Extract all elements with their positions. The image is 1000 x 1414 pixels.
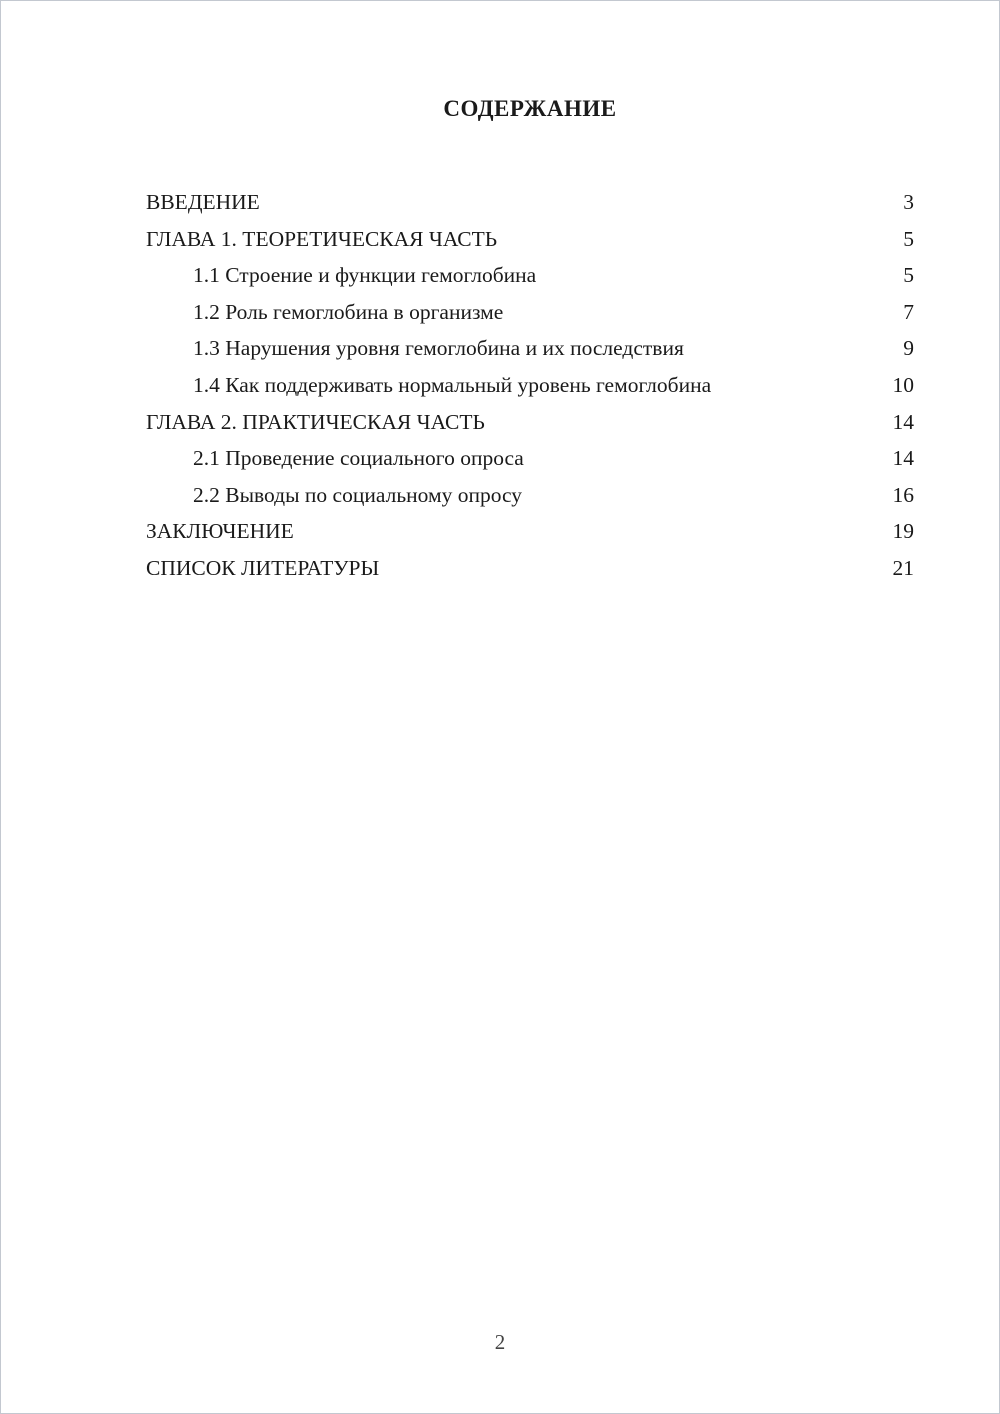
toc-entry-page: 3 [903,190,914,214]
toc-entry-label: ЗАКЛЮЧЕНИЕ [146,519,294,544]
toc-entry-page: 10 [892,372,914,397]
toc-entry-page: 14 [892,409,914,434]
toc-entry-label: ГЛАВА 2. ПРАКТИЧЕСКАЯ ЧАСТЬ [146,409,485,434]
toc-entry-page: 9 [903,336,914,361]
toc-row [146,440,914,477]
toc-row [146,477,914,514]
toc-row [146,257,914,294]
toc-row [146,404,914,441]
toc-entry-label: 1.3 Нарушения уровня гемоглобина и их последствия [193,336,684,361]
toc-row [146,330,914,367]
toc-row [146,367,914,404]
toc-row [146,294,914,331]
toc-entry-label: 1.1 Строение и функции гемоглобина [193,263,537,288]
toc-entry-page: 5 [903,263,914,288]
toc-entry-label: ГЛАВА 1. ТЕОРЕТИЧЕСКАЯ ЧАСТЬ [146,226,498,251]
toc-list [146,184,914,587]
toc-entry-page: 7 [903,299,914,324]
toc-entry-page: 19 [892,519,914,544]
toc-row [146,513,914,550]
toc-entry-label: 1.4 Как поддерживать нормальный уровень гемоглобина [193,372,712,397]
toc-entry-page: 14 [892,446,914,471]
toc-entry-label: СПИСОК ЛИТЕРАТУРЫ [146,555,380,580]
toc-entry-page: 5 [903,226,914,251]
toc-entry-label: 1.2 Роль гемоглобина в организме [193,299,504,324]
toc-title: СОДЕРЖАНИЕ [443,96,617,121]
footer-page-number: 2 [494,1330,506,1354]
toc-entry-label: 2.2 Выводы по социальному опросу [193,482,523,507]
toc-entry-page: 16 [892,482,914,507]
toc-row [146,550,914,587]
toc-entry-page: 21 [892,555,914,580]
toc-row [146,221,914,258]
toc-entry-label: ВВЕДЕНИЕ [146,190,260,214]
toc-row [146,184,914,221]
toc-entry-label: 2.1 Проведение социального опроса [193,446,524,471]
